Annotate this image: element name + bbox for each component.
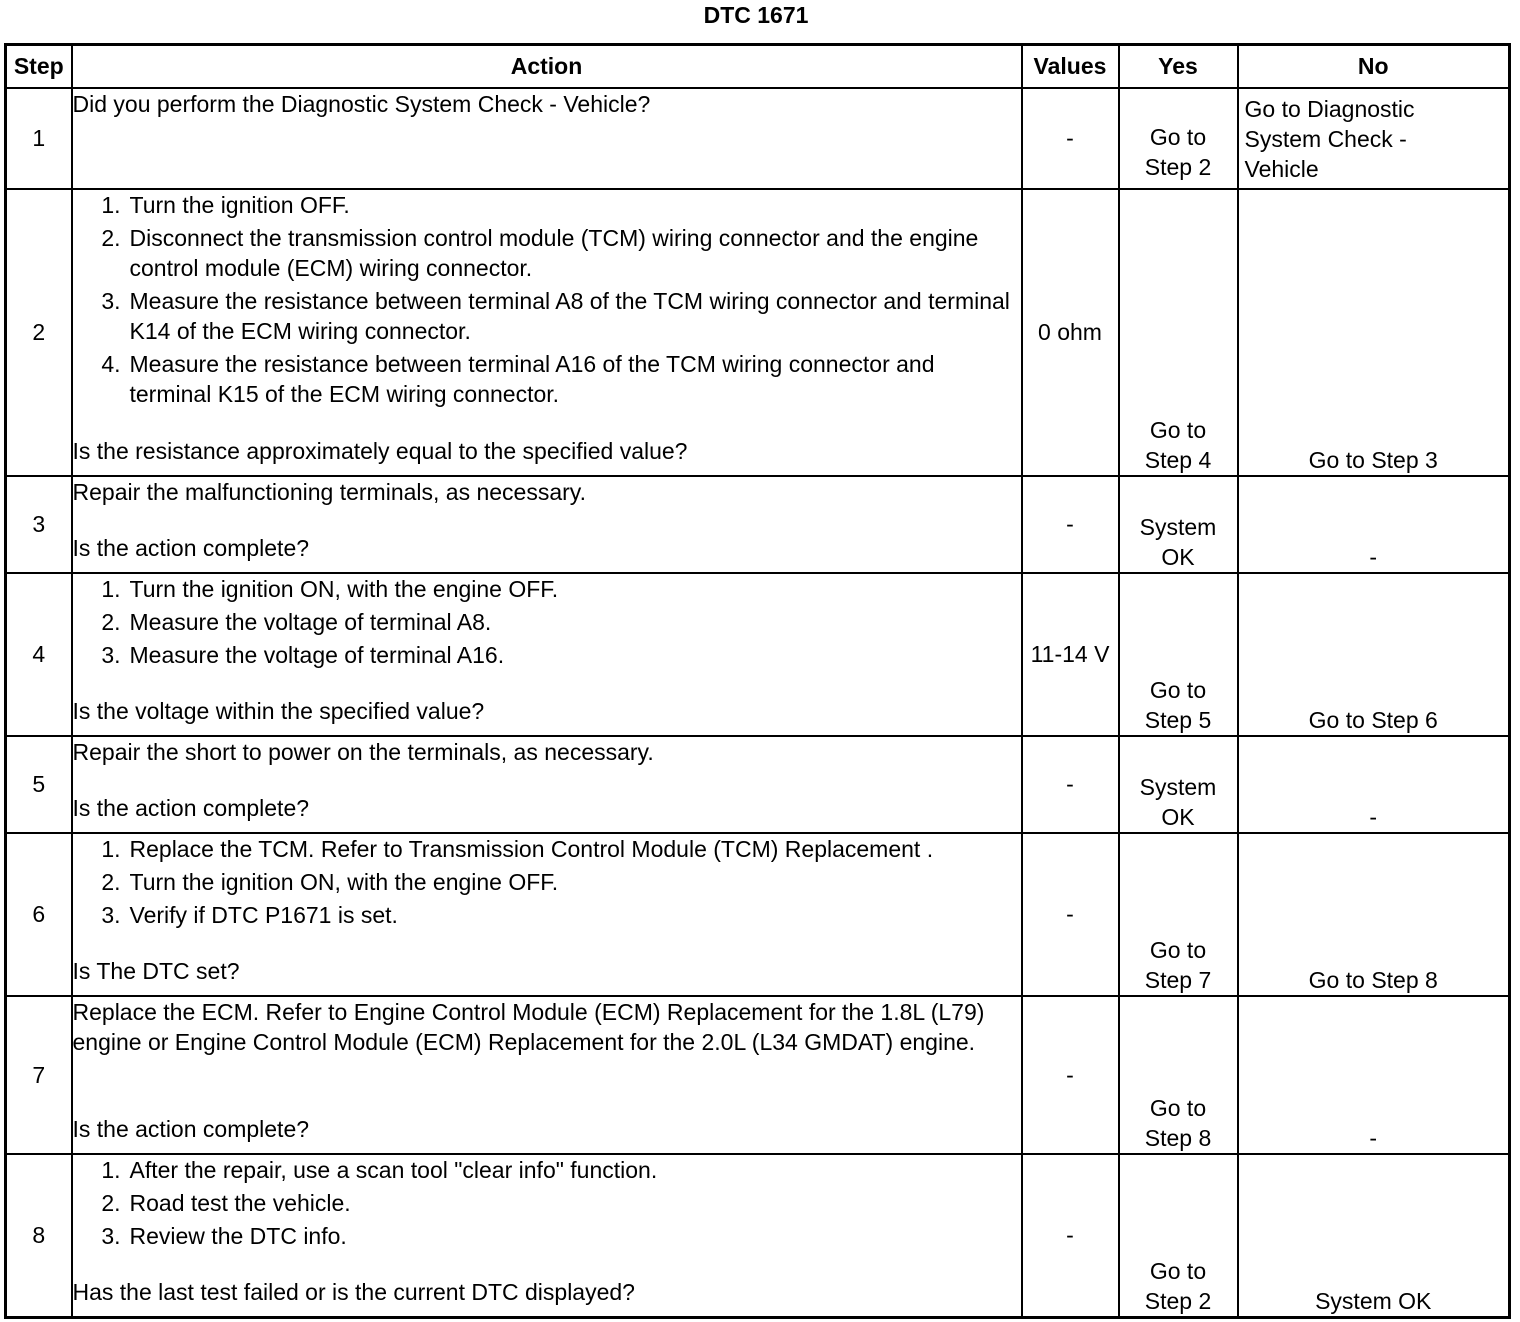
yes-cell [1119,189,1238,476]
no-cell [1238,1154,1510,1317]
no-line: - [1369,544,1378,570]
yes-cell [1119,736,1238,833]
header-yes: Yes [1119,45,1238,89]
action-cell [72,88,1022,189]
value-cell: - [1022,476,1119,573]
step-number: 3 [6,476,72,573]
no-line: Go to Step 8 [1308,967,1438,993]
no-line: System Check - [1244,126,1407,152]
yes-line: Step 7 [1144,967,1212,993]
action-text: Repair the malfunctioning terminals, as necessary. [72,479,586,505]
step-number: 8 [6,1154,72,1317]
action-question: Has the last test failed or is the current DTC displayed? [72,1279,635,1305]
action-cell [72,996,1022,1154]
header-no: No [1238,45,1510,89]
yes-cell [1119,1154,1238,1317]
action-step-item: 3. Measure the resistance between terminal A8 of the TCM wiring connector and terminal K14 of the ECM wiring connector. [101,288,1010,344]
action-cell [72,189,1022,476]
table-row [6,833,1510,996]
action-question: Is The DTC set? [72,958,240,984]
value-cell: 0 ohm [1022,189,1119,476]
yes-line: Step 5 [1144,707,1212,733]
action-step-item: 1. Turn the ignition OFF. [101,192,350,218]
action-steps [73,1155,1021,1254]
action-cell [72,1154,1022,1317]
yes-line: Go to [1149,123,1207,150]
value-cell: 11-14 V [1022,573,1119,736]
yes-line: Go to [1149,1257,1207,1284]
table-row [6,996,1510,1154]
action-step-item: 3. Verify if DTC P1671 is set. [101,902,398,928]
yes-cell [1119,573,1238,736]
no-cell [1238,476,1510,573]
yes-cell [1119,88,1238,189]
step-number: 6 [6,833,72,996]
action-cell [72,736,1022,833]
action-question: Is the action complete? [72,795,310,821]
step-number: 4 [6,573,72,736]
action-step-item: 4. Measure the resistance between terminal A16 of the TCM wiring connector and terminal K15 of the ECM wiring connector. [101,351,935,407]
yes-line: Step 8 [1144,1125,1212,1151]
action-step-item: 2. Turn the ignition ON, with the engine OFF. [101,869,559,895]
no-line: Go to Step 6 [1308,707,1438,733]
no-cell [1238,573,1510,736]
action-step-item: 2. Disconnect the transmission control module (TCM) wiring connector and the engine control module (ECM) wiring connector. [101,225,979,281]
table-row [6,1154,1510,1317]
action-cell [72,573,1022,736]
table-row [6,736,1510,833]
no-line: Go to Diagnostic [1244,96,1415,122]
step-number: 2 [6,189,72,476]
action-question: Is the voltage within the specified value? [72,698,485,724]
yes-line: System [1139,774,1217,800]
yes-cell [1119,476,1238,573]
value-cell: - [1022,736,1119,833]
action-question: Is the resistance approximately equal to the specified value? [72,438,688,464]
action-step-item: 1. After the repair, use a scan tool "clear info" function. [101,1157,658,1183]
header-action: Action [72,45,1022,89]
yes-line: Go to [1149,1095,1207,1121]
page-title: DTC 1671 [703,2,809,28]
value-cell: - [1022,88,1119,189]
action-steps [73,574,1021,673]
header-values: Values [1022,45,1119,89]
yes-cell [1119,833,1238,996]
header-step: Step [6,45,72,89]
value-cell: - [1022,1154,1119,1317]
table-row [6,189,1510,476]
no-cell [1238,189,1510,476]
action-step-item: 3. Review the DTC info. [101,1223,347,1249]
action-cell [72,833,1022,996]
no-cell [1238,996,1510,1154]
no-cell [1238,736,1510,833]
yes-line: Step 4 [1144,447,1212,473]
action-step-item: 1. Replace the TCM. Refer to Transmission Control Module (TCM) Replacement . [101,836,934,862]
yes-line: OK [1161,804,1195,830]
diagnostic-table [4,43,1511,1319]
yes-line: Step 2 [1144,153,1212,180]
no-line: Vehicle [1244,156,1319,182]
yes-line: OK [1161,544,1195,570]
no-cell [1238,88,1510,189]
no-line: - [1369,804,1378,830]
yes-cell [1119,996,1238,1154]
yes-line: Go to [1149,677,1207,703]
action-text: Did you perform the Diagnostic System Check - Vehicle? [72,91,651,117]
action-step-item: 2. Measure the voltage of terminal A8. [101,609,492,635]
no-line: Go to Step 3 [1308,447,1438,473]
action-steps [73,190,1021,412]
action-step-item: 1. Turn the ignition ON, with the engine OFF. [101,576,559,602]
yes-line: Go to [1149,937,1207,963]
table-row [6,573,1510,736]
action-step-item: 2. Road test the vehicle. [101,1190,351,1216]
table-row [6,476,1510,573]
action-cell [72,476,1022,573]
header-row [6,45,1510,89]
action-text: Repair the short to power on the terminals, as necessary. [72,739,654,765]
step-number: 5 [6,736,72,833]
yes-line: System [1139,514,1217,540]
action-steps [73,834,1021,933]
action-text: Replace the ECM. Refer to Engine Control Module (ECM) Replacement for the 1.8L (L79) engine or Engine Control Module (ECM) Replacement for the 2.0L (L34 GMDAT) engine. [72,999,985,1055]
yes-line: Step 2 [1144,1287,1212,1314]
no-cell [1238,833,1510,996]
action-question: Is the action complete? [72,535,310,561]
value-cell: - [1022,833,1119,996]
table-row [6,88,1510,189]
value-cell: - [1022,996,1119,1154]
step-number: 1 [6,88,72,189]
yes-line: Go to [1149,417,1207,443]
no-line: - [1369,1125,1378,1151]
action-step-item: 3. Measure the voltage of terminal A16. [101,642,505,668]
step-number: 7 [6,996,72,1154]
action-question: Is the action complete? [72,1116,310,1142]
no-line: System OK [1315,1287,1432,1314]
